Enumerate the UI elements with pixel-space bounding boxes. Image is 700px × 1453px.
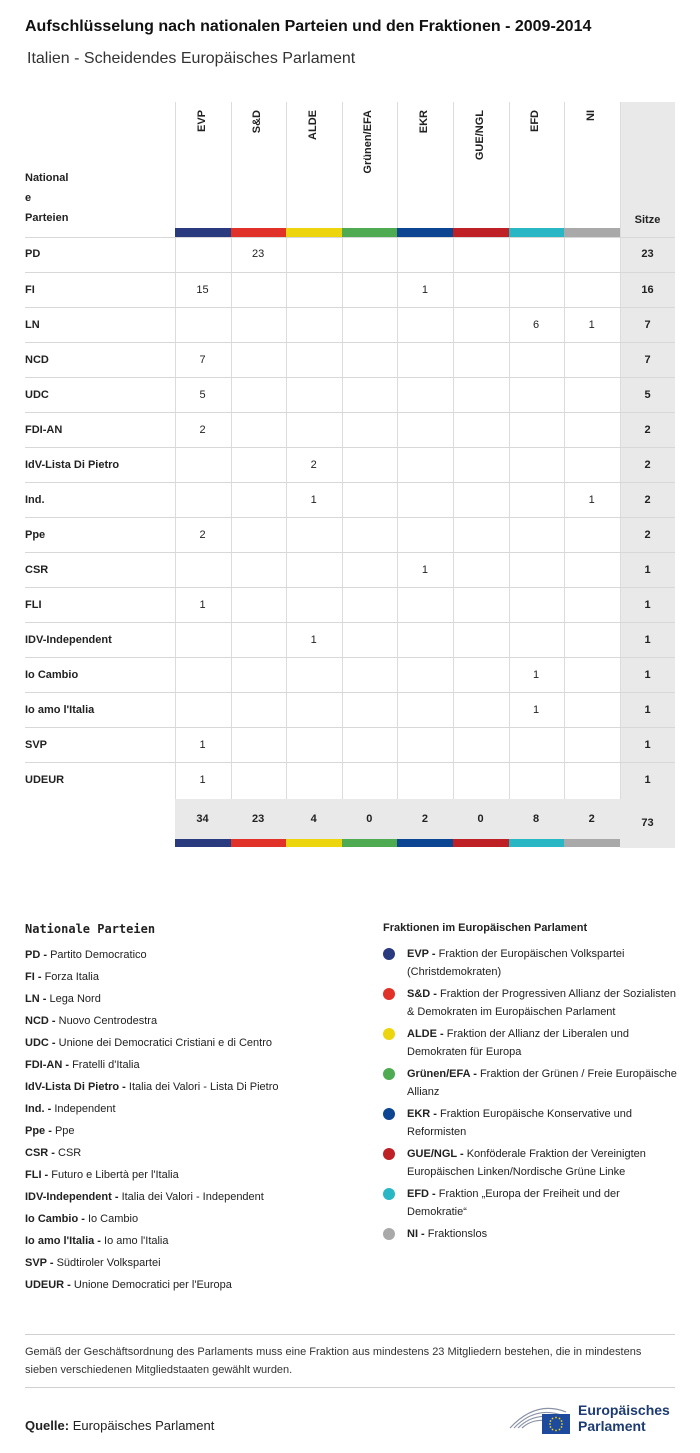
group-color-bar: [286, 228, 342, 237]
legend-abbr: GUE/NGL -: [407, 1148, 464, 1160]
legend-item: [383, 1025, 678, 1061]
group-color-dot-icon: [383, 1148, 395, 1160]
legend-abbr: NI -: [407, 1228, 425, 1240]
table-row: [25, 272, 675, 308]
legend-name: Fraktion „Europa der Freiheit und der Demokratie“: [407, 1188, 620, 1218]
seat-cell: 2: [199, 424, 206, 436]
party-name: SVP: [25, 739, 48, 751]
row-total: 2: [644, 529, 651, 541]
group-legend-title: Fraktionen im Europäischen Parlament: [383, 922, 588, 934]
legend-abbr: LN -: [25, 993, 47, 1005]
party-name: LN: [25, 319, 40, 331]
group-color-bar: [453, 228, 509, 237]
row-total: 2: [644, 424, 651, 436]
seat-cell: 1: [421, 564, 428, 576]
seat-cell: 1: [310, 634, 317, 646]
seat-cell: 1: [588, 494, 595, 506]
seat-cell: 2: [310, 459, 317, 471]
party-name: IdV-Lista Di Pietro: [25, 459, 120, 471]
grand-total: 73: [641, 817, 654, 829]
group-color-dot-icon: [383, 1228, 395, 1240]
group-color-dot-icon: [383, 1188, 395, 1200]
group-color-dot-icon: [383, 948, 395, 960]
group-column-header: [453, 102, 508, 236]
legend-item: [25, 1253, 279, 1275]
legend-item: [25, 1187, 279, 1209]
legend-abbr: FDI-AN -: [25, 1059, 69, 1071]
row-total: 1: [644, 599, 651, 611]
legend-name: Partito Democratico: [50, 949, 147, 961]
group-header-label: ALDE: [306, 110, 319, 140]
legend-item: [25, 1143, 279, 1165]
legend-name: Fraktion Europäische Konservative und Reformisten: [407, 1108, 633, 1138]
legend-abbr: EFD -: [407, 1188, 436, 1200]
seat-cell: 1: [310, 494, 317, 506]
group-total: 2: [588, 813, 595, 825]
legend-name: Io amo l'Italia: [104, 1235, 169, 1247]
legend-name: Konföderale Fraktion der Vereinigten Europäischen Linken/Nordische Grüne Linke: [407, 1148, 646, 1178]
table-row: [25, 447, 675, 483]
row-total: 16: [641, 284, 654, 296]
group-color-bar: [397, 838, 453, 847]
row-total: 7: [644, 354, 651, 366]
legend-name: Fraktion der Progressiven Allianz der Sozialisten & Demokraten im Europäischen Parlament: [407, 988, 677, 1018]
legend-name: Nuovo Centrodestra: [58, 1015, 158, 1027]
divider: [25, 1387, 675, 1388]
legend-abbr: CSR -: [25, 1147, 55, 1159]
legend-abbr: NCD -: [25, 1015, 56, 1027]
seat-cell: 1: [199, 599, 206, 611]
legend-item: [25, 989, 279, 1011]
legend-abbr: Ind. -: [25, 1103, 52, 1115]
table-row: [25, 657, 675, 693]
legend-name: CSR: [58, 1147, 82, 1159]
seat-cell: 1: [588, 319, 595, 331]
group-total: 4: [310, 813, 317, 825]
row-total: 1: [644, 704, 651, 716]
footnote: Gemäß der Geschäftsordnung des Parlaments muss eine Fraktion aus mindestens 23 Mitgliedern bestehen, die in mindestens sieben verschiedenen Mitgliedstaaten gewählt wurden.: [25, 1346, 642, 1376]
party-legend-title: Nationale Parteien: [25, 922, 156, 936]
seats-column-header: Sitze: [634, 214, 661, 226]
table-row: [25, 727, 675, 763]
source-line: [25, 1418, 214, 1433]
row-total: 1: [644, 564, 651, 576]
table-row: [25, 587, 675, 623]
row-total: 1: [644, 634, 651, 646]
group-color-bar: [397, 228, 453, 237]
legend-abbr: SVP -: [25, 1257, 54, 1269]
party-name: CSR: [25, 564, 49, 576]
legend-item: [25, 1011, 279, 1033]
group-color-bar: [231, 838, 287, 847]
table-row: [25, 517, 675, 553]
legend-name: Italia dei Valori - Lista Di Pietro: [128, 1081, 279, 1093]
legend-item: [25, 1209, 279, 1231]
legend-abbr: FI -: [25, 971, 42, 983]
table-row: [25, 622, 675, 658]
legend-abbr: Io Cambio -: [25, 1213, 85, 1225]
group-column-header: [342, 102, 397, 236]
legend-abbr: PD -: [25, 949, 47, 961]
row-total: 2: [644, 494, 651, 506]
legend-name: Fraktionslos: [427, 1228, 488, 1240]
group-legend: [383, 945, 678, 1247]
table-row: [25, 762, 675, 798]
legend-item: [383, 1105, 678, 1141]
group-total: 2: [421, 813, 428, 825]
seat-cell: 1: [421, 284, 428, 296]
group-column-header: [397, 102, 452, 236]
party-column-header: [25, 168, 68, 228]
legend-item: [383, 1145, 678, 1181]
group-color-dot-icon: [383, 1028, 395, 1040]
legend-abbr: UDEUR -: [25, 1279, 71, 1291]
party-name: Ppe: [25, 529, 46, 541]
legend-name: Futuro e Libertà per l'Italia: [51, 1169, 179, 1181]
group-column-header: [509, 102, 564, 236]
legend-abbr: ALDE -: [407, 1028, 444, 1040]
seat-cell: 6: [533, 319, 540, 331]
party-legend: [25, 945, 279, 1297]
legend-item: [25, 1165, 279, 1187]
legend-name: Forza Italia: [44, 971, 99, 983]
legend-item: [25, 1231, 279, 1253]
party-name: IDV-Independent: [25, 634, 112, 646]
logo-text: [578, 1402, 670, 1434]
legend-item: [383, 945, 678, 981]
group-total: 0: [477, 813, 484, 825]
legend-item: [383, 1225, 678, 1243]
seat-cell: 7: [199, 354, 206, 366]
source-value: Europäisches Parlament: [72, 1418, 215, 1433]
group-header-label: NI: [584, 110, 597, 121]
group-color-bar: [342, 228, 398, 237]
hemicycle-icon: [508, 1398, 574, 1438]
legend-item: [25, 1099, 279, 1121]
table-row: [25, 342, 675, 378]
party-name: Io Cambio: [25, 669, 79, 681]
group-color-bar: [175, 838, 231, 847]
seat-cell: 1: [533, 704, 540, 716]
group-column-header: [286, 102, 341, 236]
legend-item: [25, 1275, 279, 1297]
table-row: [25, 412, 675, 448]
legend-item: [25, 967, 279, 989]
page-title: Aufschlüsselung nach nationalen Parteien und den Fraktionen - 2009-2014: [25, 18, 592, 35]
legend-name: Lega Nord: [49, 993, 101, 1005]
group-color-bar: [453, 838, 509, 847]
legend-name: Fraktion der Grünen / Freie Europäische Allianz: [407, 1068, 677, 1098]
legend-abbr: UDC -: [25, 1037, 56, 1049]
legend-name: Südtiroler Volkspartei: [56, 1257, 161, 1269]
seat-cell: 2: [199, 529, 206, 541]
group-color-bar: [286, 838, 342, 847]
legend-name: Fratelli d'Italia: [72, 1059, 140, 1071]
group-color-bar: [564, 228, 620, 237]
legend-item: [25, 1055, 279, 1077]
legend-abbr: S&D -: [407, 988, 437, 1000]
legend-name: Unione Democratici per l'Europa: [73, 1279, 232, 1291]
group-total: 8: [533, 813, 540, 825]
logo-line: Europäisches: [578, 1402, 670, 1418]
legend-name: Italia dei Valori - Independent: [121, 1191, 264, 1203]
group-color-bar: [342, 838, 398, 847]
group-color-bar: [231, 228, 287, 237]
legend-item: [25, 1121, 279, 1143]
legend-abbr: FLI -: [25, 1169, 49, 1181]
party-header-line: Parteien: [25, 212, 69, 224]
row-total: 7: [644, 319, 651, 331]
row-total: 2: [644, 459, 651, 471]
legend-abbr: Io amo l'Italia -: [25, 1235, 101, 1247]
legend-abbr: Grünen/EFA -: [407, 1068, 477, 1080]
group-total: 0: [366, 813, 373, 825]
group-header-label: EKR: [417, 110, 430, 134]
group-total: 34: [196, 813, 209, 825]
group-color-bar: [509, 228, 565, 237]
seat-cell: 15: [196, 284, 209, 296]
divider: [25, 1334, 675, 1335]
group-color-bar: [564, 838, 620, 847]
legend-abbr: IdV-Lista Di Pietro -: [25, 1081, 126, 1093]
legend-abbr: EVP -: [407, 948, 436, 960]
group-header-label: EFD: [529, 110, 542, 132]
group-color-dot-icon: [383, 1068, 395, 1080]
legend-item: [383, 1065, 678, 1101]
legend-name: Io Cambio: [87, 1213, 139, 1225]
row-total: 1: [644, 774, 651, 786]
legend-name: Fraktion der Europäischen Volkspartei (Christdemokraten): [407, 948, 625, 978]
party-name: FDI-AN: [25, 424, 63, 436]
row-total: 23: [641, 248, 654, 260]
legend-name: Fraktion der Allianz der Liberalen und Demokraten für Europa: [407, 1028, 629, 1058]
group-column-header: [564, 102, 619, 236]
table-row: [25, 692, 675, 728]
source-label: Quelle:: [25, 1418, 70, 1433]
legend-item: [383, 1185, 678, 1221]
legend-name: Unione dei Democratici Cristiani e di Centro: [58, 1037, 272, 1049]
party-name: UDEUR: [25, 774, 65, 786]
legend-item: [25, 1077, 279, 1099]
group-color-dot-icon: [383, 1108, 395, 1120]
group-column-header: [175, 102, 230, 236]
group-color-dot-icon: [383, 988, 395, 1000]
legend-item: [383, 985, 678, 1021]
group-color-bar: [509, 838, 565, 847]
row-total: 1: [644, 739, 651, 751]
page-subtitle: Italien - Scheidendes Europäisches Parlament: [27, 50, 356, 67]
table-row: [25, 552, 675, 588]
legend-item: [25, 1033, 279, 1055]
party-name: PD: [25, 248, 41, 260]
group-total: 23: [251, 813, 265, 825]
legend-abbr: EKR -: [407, 1108, 437, 1120]
group-header-label: S&D: [251, 110, 264, 134]
ep-logo: [508, 1398, 678, 1438]
seat-cell: 1: [533, 669, 540, 681]
group-header-label: Grünen/EFA: [362, 110, 375, 174]
group-column-header: [231, 102, 286, 236]
row-total: 1: [644, 669, 651, 681]
party-header-line: National: [25, 172, 69, 184]
legend-abbr: IDV-Independent -: [25, 1191, 119, 1203]
seat-cell: 23: [251, 248, 265, 260]
table-row: [25, 482, 675, 518]
party-name: Ind.: [25, 494, 45, 506]
group-header-label: GUE/NGL: [473, 110, 486, 161]
row-total: 5: [644, 389, 651, 401]
legend-abbr: Ppe -: [25, 1125, 52, 1137]
group-color-bar: [175, 228, 231, 237]
party-name: UDC: [25, 389, 49, 401]
legend-item: [25, 945, 279, 967]
legend-name: Ppe: [54, 1125, 75, 1137]
logo-line: Parlament: [578, 1418, 646, 1434]
party-name: FI: [25, 284, 35, 296]
totals-row: [175, 799, 620, 839]
group-header-label: EVP: [195, 110, 208, 133]
seat-cell: 1: [199, 774, 206, 786]
party-name: Io amo l'Italia: [25, 704, 95, 716]
table-row: [25, 377, 675, 413]
table-row: [25, 307, 675, 343]
seat-cell: 1: [199, 739, 206, 751]
seat-cell: 5: [199, 389, 206, 401]
party-header-line: e: [25, 192, 32, 204]
party-name: NCD: [25, 354, 49, 366]
party-name: FLI: [25, 599, 42, 611]
legend-name: Independent: [54, 1103, 116, 1115]
table-row: [25, 237, 675, 272]
